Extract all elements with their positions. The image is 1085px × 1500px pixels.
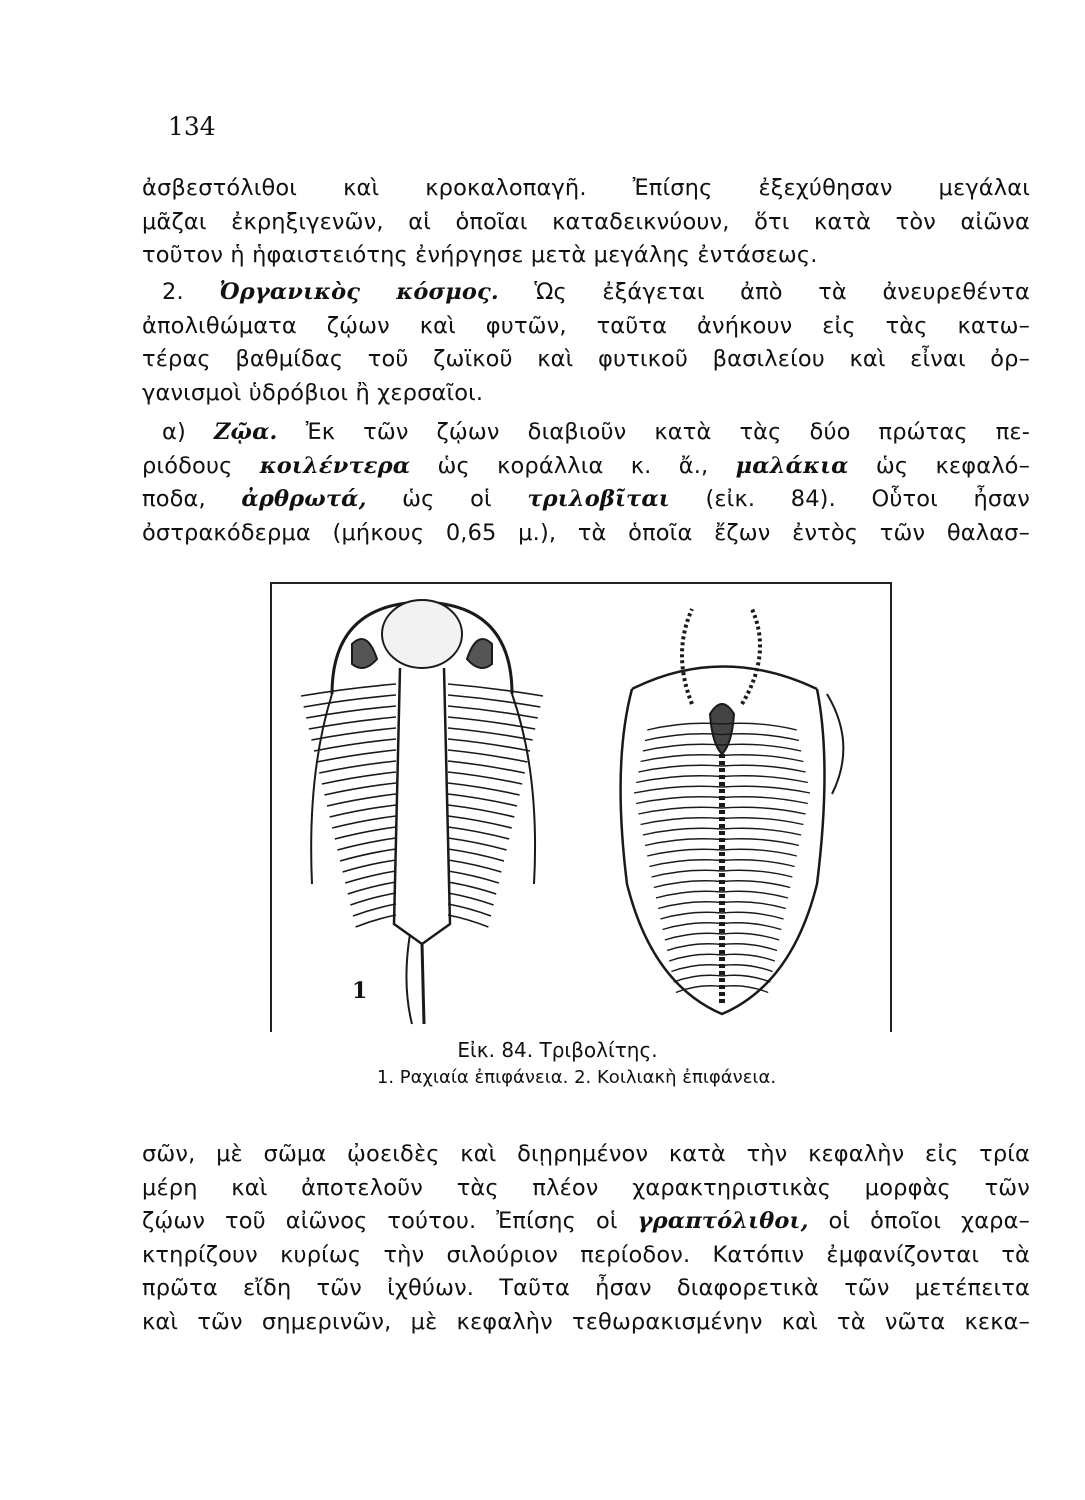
text-line: ὀστρακόδερμα (μήκους 0,65 μ.), τὰ ὁποῖα ἔζων ἐντὸς τῶν θαλασ– xyxy=(142,519,1030,546)
term-graptolites: γραπτόλιθοι, xyxy=(637,1208,809,1235)
text-fragment: ὡς κεφαλό– xyxy=(875,452,1030,479)
term-arthropods: ἀρθρωτά, xyxy=(241,486,367,513)
term-molluscs: μαλάκια xyxy=(735,452,849,479)
text-line xyxy=(142,1205,1030,1239)
figure-caption-subtitle xyxy=(0,1067,1085,1088)
subsection-heading: Ζῷα. xyxy=(213,419,278,445)
text-line xyxy=(142,416,1030,450)
section-number: 2. xyxy=(162,279,184,305)
text-fragment: ὡς οἱ xyxy=(402,486,492,513)
text-fragment: ὡς κοράλλια κ. ἄ., xyxy=(437,452,709,479)
subsection-label: α) xyxy=(162,419,186,445)
page-number: 134 xyxy=(168,112,216,141)
section-heading: Ὀργανικὸς κόσμος. xyxy=(219,279,499,305)
text-fragment: ριόδους xyxy=(142,452,233,479)
text-line: μᾶζαι ἐκρηξιγενῶν, αἱ ὁποῖαι καταδεικνύουν, ὅτι κατὰ τὸν αἰῶνα xyxy=(142,208,1030,235)
text-line: μέρη καὶ ἀποτελοῦν τὰς πλέον χαρακτηριστικὰς μορφὰς τῶν xyxy=(142,1174,1030,1201)
text-fragment: (εἰκ. 84). Οὗτοι ἦσαν xyxy=(705,486,1030,513)
text-fragment: Ἐκ τῶν ζῴων διαβιοῦν κατὰ τὰς δύο πρώτας πε- xyxy=(305,419,1030,445)
text-line xyxy=(142,276,1030,310)
caption-text: 1. Ραχιαία ἐπιφάνεια. 2. Κοιλιακὴ ἐπιφάνεια. xyxy=(376,1067,777,1088)
text-line xyxy=(142,483,1030,517)
text-line: κτηρίζουν κυρίως τὴν σιλούριον περίοδον. Κατόπιν ἐμφανίζονται τὰ xyxy=(142,1241,1030,1268)
text-line: ἀσβεστόλιθοι καὶ κροκαλοπαγῆ. Ἐπίσης ἐξεχύθησαν μεγάλαι xyxy=(142,175,1030,201)
paragraph-top xyxy=(142,172,1030,273)
text-fragment: Ὡς ἐξάγεται ἀπὸ τὰ ἀνευρεθέντα xyxy=(534,279,1030,305)
term-trilobites: τριλοβῖται xyxy=(527,486,670,513)
figure-caption-title xyxy=(0,1038,1085,1062)
text-line: σῶν, μὲ σῶμα ᾠοειδὲς καὶ διῃρημένον κατὰ τὴν κεφαλὴν εἰς τρία xyxy=(142,1141,1030,1167)
paragraph-bottom xyxy=(142,1138,1030,1340)
text-fragment: ποδα, xyxy=(142,486,206,513)
text-fragment: ζῴων τοῦ αἰῶνος τούτου. Ἐπίσης οἱ xyxy=(142,1208,618,1235)
figure-trilobite xyxy=(270,582,892,1032)
figure-label-1: 1 xyxy=(352,978,368,1004)
trilobite-illustration xyxy=(272,584,890,1032)
text-line: τοῦτον ἡ ἡφαιστειότης ἐνήργησε μετὰ μεγάλης ἐντάσεως. xyxy=(142,242,818,269)
trilobite-dorsal-drawing xyxy=(311,600,535,1024)
text-line: τέρας βαθμίδας τοῦ ζωϊκοῦ καὶ φυτικοῦ βασιλείου καὶ εἶναι ὀρ– xyxy=(142,346,1030,373)
text-line: καὶ τῶν σημερινῶν, μὲ κεφαλὴν τεθωρακισμένην καὶ τὰ νῶτα κεκα– xyxy=(142,1308,1030,1335)
text-line: γανισμοὶ ὑδρόβιοι ἢ χερσαῖοι. xyxy=(142,379,484,406)
term-coelenterata: κοιλέντερα xyxy=(259,452,411,479)
caption-text: Εἰκ. 84. Τριβολίτης. xyxy=(457,1038,658,1062)
text-fragment: οἱ ὁποῖοι χαρα– xyxy=(828,1208,1030,1235)
text-line xyxy=(142,450,1030,484)
section-organic-world xyxy=(142,276,1030,410)
subsection-animals xyxy=(142,416,1030,550)
text-line: ἀπολιθώματα ζῴων καὶ φυτῶν, ταῦτα ἀνήκουν εἰς τὰς κατω– xyxy=(142,312,1030,339)
text-line: πρῶτα εἴδη τῶν ἰχθύων. Ταῦτα ἦσαν διαφορετικὰ τῶν μετέπειτα xyxy=(142,1275,1030,1302)
